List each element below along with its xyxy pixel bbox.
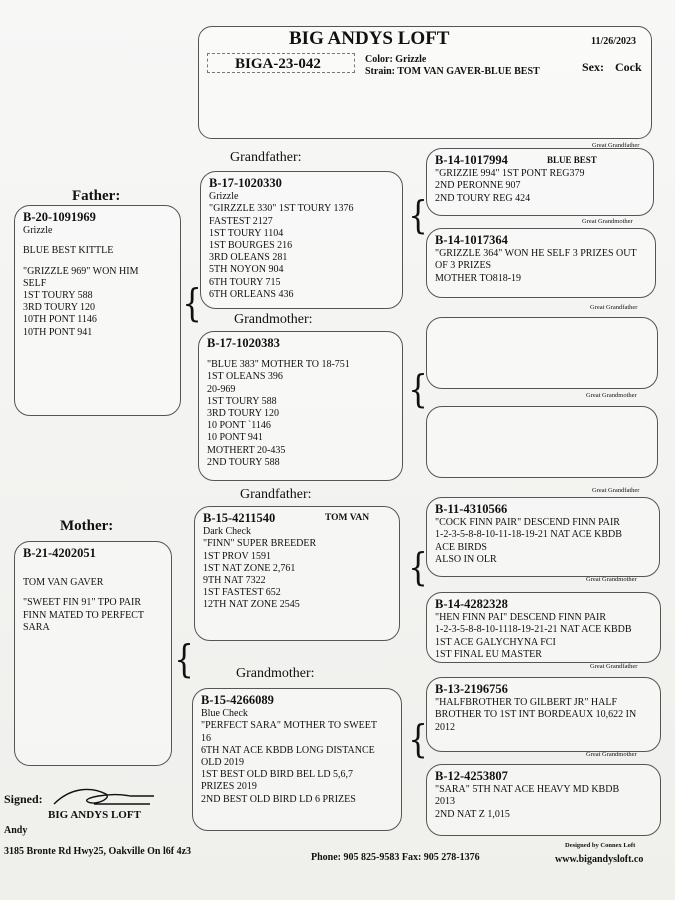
maternal-grandfather-notes [203,526,391,611]
great-grandparent-notes-1 [435,168,645,205]
note-line: "BLUE 383" MOTHER TO 18-751 [207,359,350,371]
great-grandparent-box-2 [426,228,656,298]
note-line: ACE BIRDS [435,541,487,553]
note-line: 1ST PROV 1591 [203,550,271,562]
note-line: 6TH ORLEANS 436 [209,288,294,300]
great-grandparent-box-3 [426,317,658,389]
note-line: "GRIZZIE 994" 1ST PONT REG379 [435,168,585,180]
note-line: "HEN FINN PAI" DESCEND FINN PAIR [435,612,607,624]
note-line: 6TH NAT ACE KBDB LONG DISTANCE [201,744,375,756]
band-number: BIGA-23-042 [207,53,355,73]
signed-loft: BIG ANDYS LOFT [48,809,141,821]
note-line: 1ST TOURY 588 [23,290,93,301]
note-line [23,569,163,577]
note-line: 1ST ACE GALYCHYNA FCI [435,636,556,648]
maternal-grandmother-label: Grandmother: [236,666,315,681]
note-line: OF 3 PRIZES [435,260,492,272]
paternal-grandmother-notes [207,351,394,469]
great-grandfather-label-2: Great Grandfather [590,304,638,311]
brace-mgf: { [408,545,428,589]
father-label: Father: [72,188,121,204]
great-grandmother-label-3: Great Grandmother [586,576,637,583]
note-line: 1ST FINAL EU MASTER [435,648,542,660]
great-grandmother-label-4: Great Grandmother [586,751,637,758]
note-line: BLUE BEST KITTLE [23,245,114,257]
paternal-grandfather-label: Grandfather: [230,150,302,165]
note-line: "HALFBROTHER TO GILBERT JR" HALF [435,697,618,709]
brace-mother: { [174,637,194,681]
note-line: 1ST BOURGES 216 [209,240,293,251]
loft-phone: Phone: 905 825-9583 Fax: 905 278-1376 [311,852,480,863]
sex-value: Cock [615,60,642,74]
great-grandfather-label-4: Great Grandfather [590,663,638,670]
note-line: "COCK FINN PAIR" DESCEND FINN PAIR [435,517,620,529]
great-grandfather-label-1: Great Grandfather [592,142,640,149]
signature-image [50,784,160,810]
note-line: OLD 2019 [201,757,245,768]
paternal-grandfather-band: B-17-1020330 [209,176,282,190]
note-line: ALSO IN OLR [435,553,497,565]
great-grandmother-label-2: Great Grandmother [586,392,637,399]
note-line [23,561,163,569]
note-line: FASTEST 2127 [209,215,273,227]
note-line: 2ND PERONNE 907 [435,180,521,192]
great-grandparent-notes-7 [435,697,652,734]
pedigree-date: 11/26/2023 [591,36,637,47]
note-line [23,258,172,266]
great-grandparent-strain-1: BLUE BEST [547,155,597,165]
great-grandmother-label-1: Great Grandmother [582,218,633,225]
note-line: BROTHER TO 1ST INT BORDEAUX 10,622 IN [435,709,637,721]
paternal-grandfather-notes [209,191,394,301]
note-line: 10TH PONT 1146 [23,314,97,326]
note-line: Blue Check [201,708,248,720]
note-line: 2ND NAT Z 1,015 [435,808,510,820]
loft-title: BIG ANDYS LOFT [289,28,450,49]
note-line: Dark Check [203,526,252,538]
maternal-grandfather-label: Grandfather: [240,487,312,502]
great-grandparent-band-2: B-14-1017364 [435,233,508,247]
maternal-grandfather-strain: TOM VAN [325,513,370,523]
header-box [198,26,652,139]
maternal-grandmother-band: B-15-4266089 [201,693,274,707]
note-line: "GRIZZLE 969" WON HIM [23,265,139,277]
note-line: "FINN" SUPER BREEDER [203,538,317,550]
great-grandparent-notes-6 [435,612,652,661]
mother-band: B-21-4202051 [23,546,96,560]
note-line: SARA [23,621,50,633]
paternal-grandmother-band: B-17-1020383 [207,336,280,350]
brace-mgm: { [408,717,428,761]
note-line: 2ND TOURY REG 424 [435,192,531,204]
note-line: 2ND TOURY 588 [207,456,280,468]
note-line: 16 [201,732,211,744]
note-line: 10 PONT 941 [207,432,263,444]
strain-label: Strain: TOM VAN GAVER-BLUE BEST [365,66,540,77]
note-line: "GRIZZLE 364" WON HE SELF 3 PRIZES OUT [435,248,637,260]
loft-website: www.bigandysloft.co [555,854,644,865]
father-notes [23,225,172,339]
note-line: PRIZES 2019 [201,781,257,793]
note-line: 2ND BEST OLD BIRD LD 6 PRIZES [201,793,356,805]
sex-label: Sex: [582,60,604,74]
color-label: Color: Grizzle [365,54,427,65]
great-grandparent-band-8: B-12-4253807 [435,769,508,783]
great-grandparent-box-8 [426,764,661,836]
note-line: 9TH NAT 7322 [203,575,266,586]
note-line [207,351,394,359]
great-grandparent-box-6 [426,592,661,663]
maternal-grandmother-notes [201,708,393,806]
maternal-grandfather-box [194,506,400,641]
designed-by: Designed by Connex Loft [565,842,636,849]
note-line: "GIRZZLE 330" 1ST TOURY 1376 [209,203,354,215]
note-line: TOM VAN GAVER [23,577,104,589]
signed-name: Andy [4,825,28,836]
note-line: 1ST BEST OLD BIRD BEL LD 5,6,7 [201,769,354,781]
paternal-grandmother-label: Grandmother: [234,312,313,327]
note-line: 10TH PONT 941 [23,326,93,338]
brace-father: { [182,281,202,325]
note-line: "SARA" 5TH NAT ACE HEAVY MD KBDB [435,784,620,796]
note-line: 12TH NAT ZONE 2545 [203,599,300,611]
note-line: MOTHERT 20-435 [207,444,286,456]
maternal-grandmother-box [192,688,402,831]
great-grandparent-band-5: B-11-4310566 [435,502,508,516]
note-line: 3RD TOURY 120 [23,302,96,314]
note-line: 1-2-3-5-8-8-10-11-18-19-21 NAT ACE KBDB [435,529,622,541]
great-grandparent-band-7: B-13-2196756 [435,682,508,696]
note-line: 3RD TOURY 120 [207,408,280,419]
note-line: Grizzle [23,225,53,237]
note-line: 1ST OLEANS 396 [207,371,283,383]
mother-box [14,541,172,766]
note-line: "SWEET FIN 91" TPO PAIR [23,597,141,609]
paternal-grandfather-box [200,171,403,309]
mother-label: Mother: [60,518,114,534]
great-grandparent-notes-2 [435,248,647,285]
note-line [23,237,172,245]
great-grandparent-notes-5 [435,517,651,566]
note-line: 6TH TOURY 715 [209,276,281,288]
loft-address: 3185 Bronte Rd Hwy25, Oakville On l6f 4z3 [4,846,192,857]
note-line: 1ST NAT ZONE 2,761 [203,562,296,574]
note-line: 1ST FASTEST 652 [203,587,281,599]
great-grandfather-label-3: Great Grandfather [592,487,640,494]
great-grandparent-band-1: B-14-1017994 [435,153,508,167]
brace-pgm: { [408,367,428,411]
great-grandparent-notes-8 [435,784,652,821]
mother-notes [23,561,163,634]
father-band: B-20-1091969 [23,210,96,224]
note-line: 5TH NOYON 904 [209,264,284,276]
great-grandparent-box-7 [426,677,661,752]
note-line: 2013 [435,796,455,808]
maternal-grandfather-band: B-15-4211540 [203,511,276,525]
note-line: 1ST TOURY 1104 [209,227,284,239]
great-grandparent-band-6: B-14-4282328 [435,597,508,611]
signed-label: Signed: [4,792,43,806]
note-line: 2012 [435,721,455,733]
great-grandparent-box-1 [426,148,654,216]
paternal-grandmother-box [198,331,403,481]
note-line: "PERFECT SARA" MOTHER TO SWEET [201,720,377,732]
father-box [14,205,181,416]
note-line [23,589,163,597]
great-grandparent-box-4 [426,406,658,478]
brace-pgf: { [408,193,428,237]
note-line: 10 PONT `1146 [207,420,271,432]
note-line: Grizzle [209,191,239,203]
note-line: MOTHER TO818-19 [435,272,522,284]
note-line: SELF [23,277,47,289]
note-line: 3RD OLEANS 281 [209,252,288,264]
great-grandparent-box-5 [426,497,660,577]
note-line: FINN MATED TO PERFECT [23,609,145,621]
note-line: 20-969 [207,383,236,395]
note-line: 1-2-3-5-8-8-10-1118-19-21-21 NAT ACE KBDB [435,624,632,636]
note-line: 1ST TOURY 588 [207,395,277,407]
